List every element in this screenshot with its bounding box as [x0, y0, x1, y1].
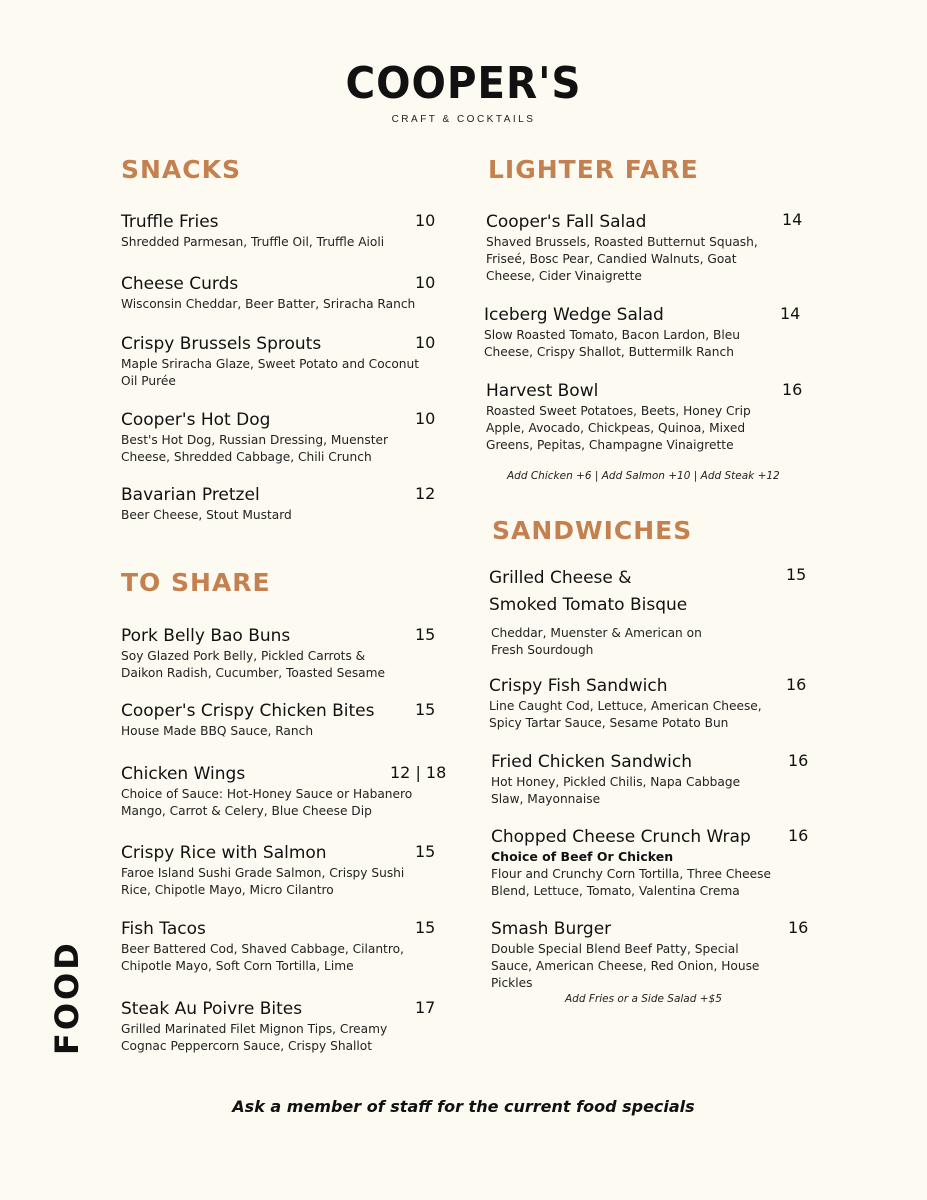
- item-price: 15: [415, 842, 436, 861]
- section-title-to-share: TO SHARE: [121, 568, 271, 597]
- item-price: 15: [415, 700, 436, 719]
- item-description: Cheddar, Muenster & American on Fresh Sourdough: [491, 626, 702, 657]
- item-price: 17: [415, 998, 436, 1017]
- item-description: Flour and Crunchy Corn Tortilla, Three Cheese Blend, Lettuce, Tomato, Valentina Crema: [491, 867, 771, 898]
- menu-item-steak-au-poivre-bites: [121, 998, 411, 1055]
- item-price: 16: [788, 751, 809, 770]
- item-name: Chicken Wings: [121, 764, 246, 784]
- item-name: Iceberg Wedge Salad: [484, 305, 664, 325]
- item-price: 15: [415, 625, 436, 644]
- item-description: Slow Roasted Tomato, Bacon Lardon, Bleu Cheese, Crispy Shallot, Buttermilk Ranch: [484, 328, 740, 359]
- item-price: 10: [415, 211, 436, 230]
- menu-item-coopers-fall-salad: [486, 211, 771, 285]
- menu-item-grilled-cheese-tomato-bisque: [489, 565, 769, 659]
- item-name-line2: Smoked Tomato Bisque: [489, 595, 688, 615]
- item-name: Smash Burger: [491, 919, 612, 939]
- menu-item-crispy-rice-with-salmon: [121, 842, 406, 899]
- item-price: 12 | 18: [390, 763, 447, 782]
- item-name-line1: Grilled Cheese &: [489, 568, 632, 588]
- item-description: Beer Battered Cod, Shaved Cabbage, Cilantro, Chipotle Mayo, Soft Corn Tortilla, Lime: [121, 942, 404, 973]
- item-price: 12: [415, 484, 436, 503]
- item-name: Steak Au Poivre Bites: [121, 999, 303, 1019]
- item-description: Faroe Island Sushi Grade Salmon, Crispy Sushi Rice, Chipotle Mayo, Micro Cilantro: [121, 866, 405, 897]
- item-name: Crispy Brussels Sprouts: [121, 334, 322, 354]
- item-name: Harvest Bowl: [486, 381, 599, 401]
- item-price: 16: [786, 675, 807, 694]
- menu-item-chicken-wings: [121, 763, 413, 820]
- item-description: Shredded Parmesan, Truffle Oil, Truffle Aioli: [121, 235, 385, 249]
- footer-specials-note: Ask a member of staff for the current food specials: [232, 1097, 695, 1116]
- add-protein-note: Add Chicken +6 | Add Salmon +10 | Add Steak +12: [507, 470, 780, 482]
- item-name: Cooper's Crispy Chicken Bites: [121, 701, 375, 721]
- item-description: Wisconsin Cheddar, Beer Batter, Sriracha Ranch: [121, 297, 416, 311]
- item-description: Soy Glazed Pork Belly, Pickled Carrots & Daikon Radish, Cucumber, Toasted Sesame: [121, 649, 386, 680]
- item-name: Cheese Curds: [121, 274, 239, 294]
- brand-tagline: CRAFT & COCKTAILS: [391, 114, 536, 125]
- menu-item-fish-tacos: [121, 918, 406, 975]
- menu-item-coopers-crispy-chicken-bites: [121, 700, 451, 740]
- brand-logo: [0, 58, 927, 125]
- item-price: 10: [415, 409, 436, 428]
- menu-item-cheese-curds: [121, 273, 451, 313]
- item-description: Roasted Sweet Potatoes, Beets, Honey Crip Apple, Avocado, Chickpeas, Quinoa, Mixed Greens, Pepitas, Champagne Vinaigrette: [486, 404, 751, 452]
- item-name: Fried Chicken Sandwich: [491, 752, 693, 772]
- item-price: 10: [415, 273, 436, 292]
- item-price: 10: [415, 333, 436, 352]
- menu-item-truffle-fries: [121, 211, 451, 251]
- menu-item-bavarian-pretzel: [121, 484, 451, 524]
- item-price: 16: [788, 918, 809, 937]
- item-name: Chopped Cheese Crunch Wrap: [491, 827, 751, 847]
- menu-item-crispy-fish-sandwich: [489, 675, 769, 732]
- menu-item-fried-chicken-sandwich: [491, 751, 776, 808]
- brand-name: COOPER'S: [345, 58, 582, 109]
- item-description: Choice of Sauce: Hot-Honey Sauce or Habanero Mango, Carrot & Celery, Blue Cheese Dip: [121, 787, 413, 818]
- item-description: Hot Honey, Pickled Chilis, Napa Cabbage Slaw, Mayonnaise: [491, 775, 741, 806]
- section-title-lighter-fare: LIGHTER FARE: [488, 155, 699, 184]
- item-price: 14: [782, 210, 803, 229]
- menu-item-smash-burger: [491, 918, 781, 992]
- item-price: 15: [415, 918, 436, 937]
- menu-item-pork-belly-bao-buns: [121, 625, 411, 682]
- item-price: 16: [782, 380, 803, 399]
- item-description: Grilled Marinated Filet Mignon Tips, Creamy Cognac Peppercorn Sauce, Crispy Shallot: [121, 1022, 388, 1053]
- item-description: Double Special Blend Beef Patty, Special Sauce, American Cheese, Red Onion, House Pickles: [491, 942, 760, 990]
- item-name: Cooper's Fall Salad: [486, 212, 647, 232]
- section-title-snacks: SNACKS: [121, 155, 242, 184]
- item-option: Choice of Beef Or Chicken: [491, 849, 674, 864]
- item-name: Bavarian Pretzel: [121, 485, 260, 505]
- item-name: Cooper's Hot Dog: [121, 410, 271, 430]
- item-name: Crispy Fish Sandwich: [489, 676, 668, 696]
- side-label-food: FOOD: [48, 940, 86, 1055]
- item-description: Beer Cheese, Stout Mustard: [121, 508, 292, 522]
- add-side-note: Add Fries or a Side Salad +$5: [565, 993, 722, 1005]
- item-description: House Made BBQ Sauce, Ranch: [121, 724, 314, 738]
- menu-item-crispy-brussels-sprouts: [121, 333, 421, 390]
- item-price: 15: [786, 565, 807, 584]
- item-description: Best's Hot Dog, Russian Dressing, Muenster Cheese, Shredded Cabbage, Chili Crunch: [121, 433, 388, 464]
- menu-item-harvest-bowl: [486, 380, 766, 454]
- item-name: Fish Tacos: [121, 919, 206, 939]
- item-price: 14: [780, 304, 801, 323]
- item-price: 16: [788, 826, 809, 845]
- section-title-sandwiches: SANDWICHES: [492, 516, 693, 545]
- item-name: Crispy Rice with Salmon: [121, 843, 327, 863]
- menu-item-coopers-hot-dog: [121, 409, 411, 466]
- item-description: Shaved Brussels, Roasted Butternut Squash, Friseé, Bosc Pear, Candied Walnuts, Goat Cheese, Cider Vinaigrette: [486, 235, 758, 283]
- item-name: Truffle Fries: [121, 212, 219, 232]
- menu-item-chopped-cheese-crunch-wrap: [491, 826, 776, 900]
- item-description: Maple Sriracha Glaze, Sweet Potato and Coconut Oil Purée: [121, 357, 420, 388]
- item-description: Line Caught Cod, Lettuce, American Cheese, Spicy Tartar Sauce, Sesame Potato Bun: [489, 699, 762, 730]
- menu-item-iceberg-wedge-salad: [484, 304, 774, 361]
- item-name: Pork Belly Bao Buns: [121, 626, 291, 646]
